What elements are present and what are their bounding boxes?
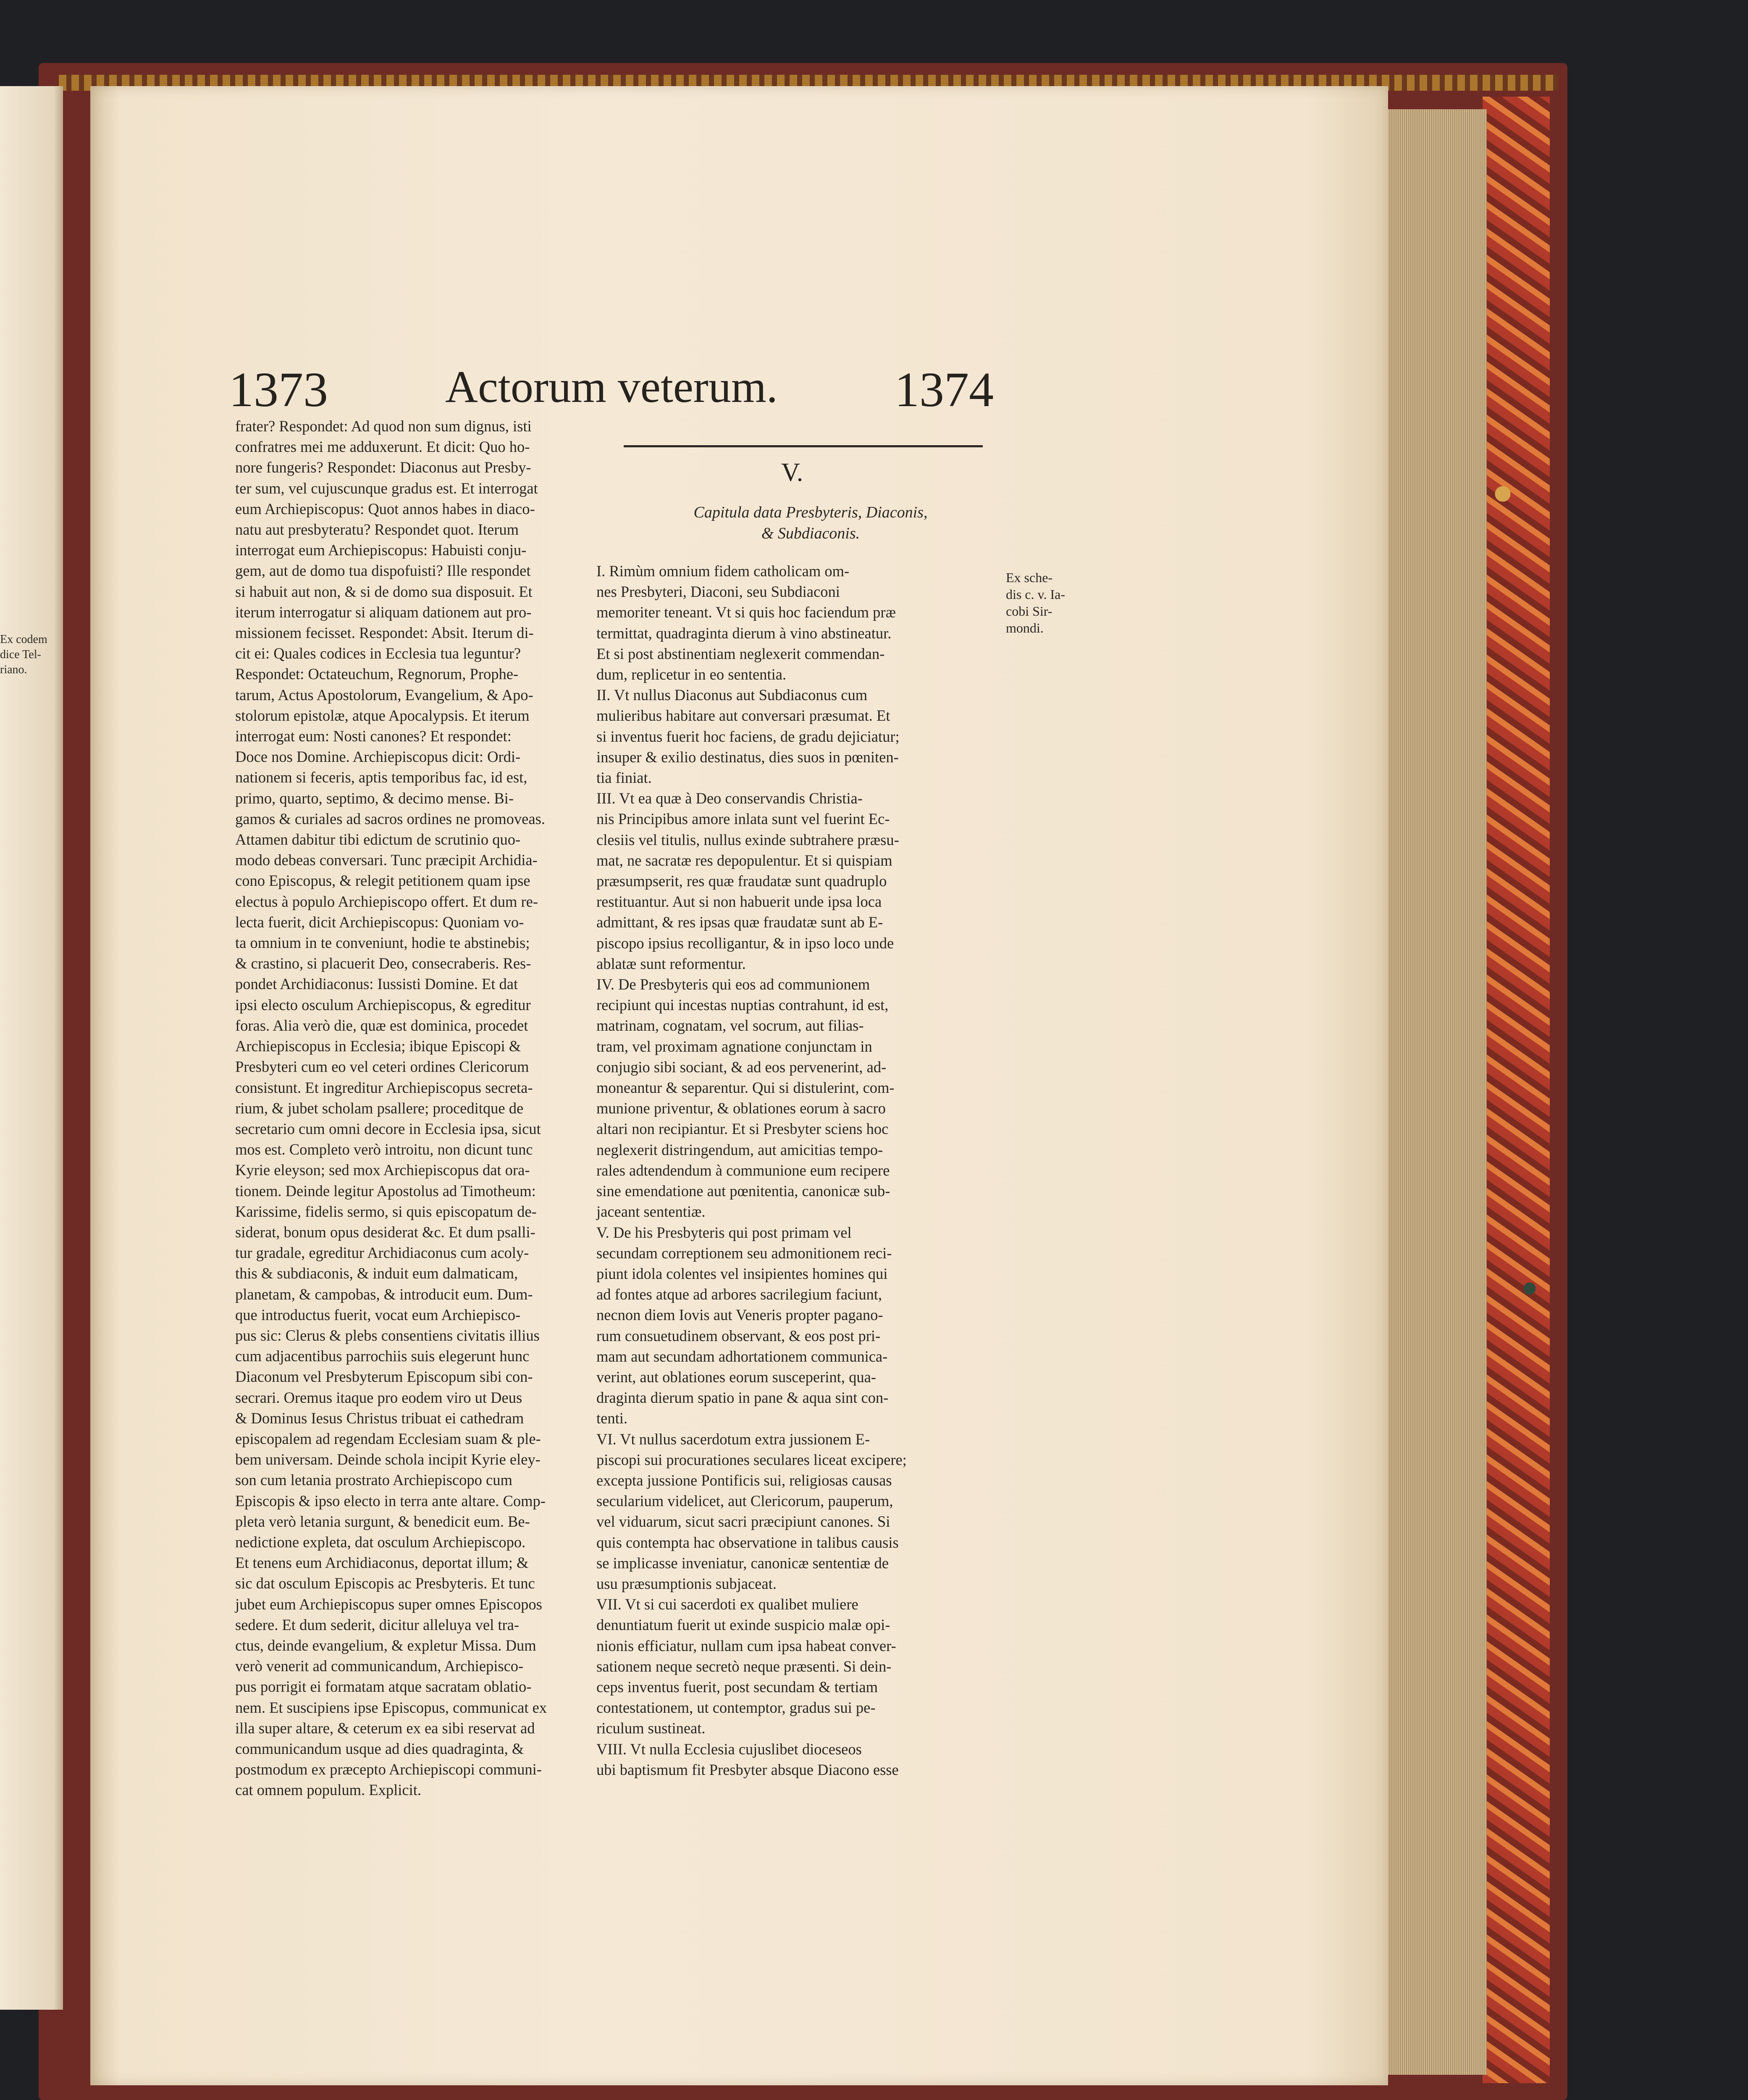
section-rule bbox=[624, 445, 983, 447]
text-line: modo debeas conversari. Tunc præcipit Archidia- bbox=[235, 851, 538, 869]
text-line: necnon diem Iovis aut Veneris propter pagano- bbox=[596, 1306, 883, 1324]
section-title bbox=[638, 502, 983, 544]
text-line: ctus, deinde evangelium, & expletur Missa. Dum bbox=[235, 1636, 536, 1654]
text-line: tenti. bbox=[596, 1410, 627, 1427]
page-number-right: 1374 bbox=[895, 362, 994, 417]
text-line: quis contempta hac observatione in talibus causis bbox=[596, 1533, 899, 1551]
text-line: præsumpserit, res quæ fraudatæ sunt quadruplo bbox=[596, 872, 887, 890]
text-line: nationem si feceris, aptis temporibus fac, id est, bbox=[235, 769, 528, 786]
text-line: tia finiat. bbox=[596, 769, 652, 787]
text-line: nem. Et suscipiens ipse Episcopus, communicat ex bbox=[235, 1698, 547, 1716]
text-line: Karissime, fidelis sermo, si quis episcopatum de- bbox=[235, 1202, 537, 1220]
text-line: consistunt. Et ingreditur Archiepiscopus secreta- bbox=[235, 1079, 533, 1096]
text-line: neglexerit distringendum, aut amicitias tempo- bbox=[596, 1141, 883, 1158]
text-line: rium, & jubet scholam psallere; proceditque de bbox=[235, 1099, 524, 1117]
text-line: sedere. Et dum sederit, dicitur alleluya vel tra- bbox=[235, 1616, 519, 1633]
text-line: piscopo ipsius recolligantur, & in ipso loco unde bbox=[596, 934, 894, 952]
page-number-left: 1373 bbox=[229, 362, 328, 417]
text-line: ceps inventus fuerit, post secundam & tertiam bbox=[596, 1678, 878, 1696]
running-head: Actorum veterum. bbox=[445, 362, 778, 412]
text-line: interrogat eum: Nosti canones? Et respondet: bbox=[235, 727, 512, 745]
text-line: eum Archiepiscopus: Quot annos habes in diaco- bbox=[235, 500, 535, 517]
left-text-column bbox=[235, 416, 609, 1801]
text-line: interrogat eum Archiepiscopus: Habuisti conju- bbox=[235, 541, 527, 559]
text-line: Respondet: Octateuchum, Regnorum, Prophe- bbox=[235, 665, 519, 683]
text-line: V. De his Presbyteris qui post primam vel bbox=[596, 1223, 852, 1241]
text-line: VIII. Vt nulla Ecclesia cujuslibet dioceseos bbox=[596, 1740, 862, 1758]
text-line: ta omnium in te conveniunt, hodie te abstinebis; bbox=[235, 934, 530, 952]
text-line: excepta jussione Pontificis sui, religiosas causas bbox=[596, 1471, 892, 1489]
text-line: natu aut presbyteratu? Respondet quot. Iterum bbox=[235, 521, 519, 538]
text-line: admittant, & res ipsas quæ fraudatæ sunt ab E- bbox=[596, 914, 883, 931]
text-line: Episcopis & ipso electo in terra ante altare. Comp- bbox=[235, 1492, 546, 1509]
text-line: conjugio sibi sociant, & ad eos pervenerint, ad- bbox=[596, 1058, 887, 1076]
text-line: Archiepiscopus in Ecclesia; ibique Episcopi & bbox=[235, 1037, 521, 1055]
text-line: nis Principibus amore inlata sunt vel fuerint Ec- bbox=[596, 810, 890, 828]
text-line: altari non recipiantur. Et si Presbyter sciens hoc bbox=[596, 1120, 889, 1138]
text-line: sine emendatione aut pœnitentia, canonicæ sub- bbox=[596, 1182, 890, 1200]
text-line: piunt idola colentes vel insipientes homines qui bbox=[596, 1265, 888, 1282]
right-margin-note: Ex sche- dis c. v. Ia- cobi Sir- mondi. bbox=[1006, 570, 1065, 635]
text-line: Diaconum vel Presbyterum Episcopum sibi con- bbox=[235, 1368, 533, 1386]
text-line: siderat, bonum opus desiderat &c. Et dum psalli- bbox=[235, 1223, 535, 1241]
text-line: nes Presbyteri, Diaconi, seu Subdiaconi bbox=[596, 583, 840, 601]
text-line: piscopi sui procurationes seculares liceat excipere; bbox=[596, 1451, 907, 1468]
text-line: vel viduarum, sicut sacri præcipiunt canones. Si bbox=[596, 1513, 890, 1530]
text-line: secretario cum omni decore in Ecclesia ipsa, sicut bbox=[235, 1120, 541, 1137]
text-line: restituantur. Aut si non habuerit unde ipsa loca bbox=[596, 893, 882, 911]
text-line: primo, quarto, septimo, & decimo mense. Bi- bbox=[235, 789, 514, 807]
text-line: ablatæ sunt reformentur. bbox=[596, 955, 746, 972]
text-line: pondet Archidiaconus: Iussisti Domine. Et dat bbox=[235, 975, 518, 993]
text-line: bem universam. Deinde schola incipit Kyrie eley- bbox=[235, 1451, 541, 1468]
text-line: Doce nos Domine. Archiepiscopus dicit: Ordi- bbox=[235, 748, 521, 766]
text-line: insuper & exilio destinatus, dies suos in pœniten- bbox=[596, 748, 899, 766]
text-line: cat omnem populum. Explicit. bbox=[235, 1781, 421, 1799]
text-line: confratres mei me adduxerunt. Et dicit: Quo ho- bbox=[235, 438, 530, 456]
text-line: cum adjacentibus parrochiis suis elegerunt hunc bbox=[235, 1347, 530, 1365]
text-line: nionis efficiatur, nullam cum ipsa habeat conver- bbox=[596, 1637, 896, 1654]
text-line: secundam correptionem seu admonitionem reci- bbox=[596, 1244, 892, 1262]
text-line: pus porrigit ei formatam atque sacratam oblatio- bbox=[235, 1678, 532, 1696]
text-line: que introductus fuerit, vocat eum Archiepisco- bbox=[235, 1306, 521, 1323]
text-line: mat, ne sacratæ res depopulentur. Et si quispiam bbox=[596, 851, 892, 869]
text-line: si habuit aut non, & si de domo sua disposuit. Et bbox=[235, 583, 533, 600]
right-text-column bbox=[596, 561, 983, 1780]
text-line: & crastino, si placuerit Deo, consecraberis. Res- bbox=[235, 955, 531, 972]
text-line: & Dominus Iesus Christus tribuat ei cathedram bbox=[235, 1409, 524, 1427]
text-line: rales adtendendum à communione eum recipere bbox=[596, 1161, 890, 1179]
text-line: nore fungeris? Respondet: Diaconus aut Presby- bbox=[235, 459, 531, 476]
text-line: foras. Alia verò die, quæ est dominica, procedet bbox=[235, 1016, 528, 1034]
text-line: secularium videlicet, aut Clericorum, pauperum, bbox=[596, 1492, 893, 1510]
text-line: tur gradale, egreditur Archidiaconus cum acoly- bbox=[235, 1244, 529, 1262]
text-line: verò venerit ad communicandum, Archiepisco- bbox=[235, 1657, 524, 1675]
section-title-line: Capitula data Presbyteris, Diaconis, bbox=[693, 504, 928, 521]
text-line: iterum interrogatur si aliquam dationem aut pro- bbox=[235, 603, 532, 621]
text-line: VI. Vt nullus sacerdotum extra jussionem E- bbox=[596, 1430, 870, 1448]
text-line: mam aut secundam adhortationem communica- bbox=[596, 1347, 888, 1365]
text-line: clesiis vel titulis, nullus exinde subtrahere præsu- bbox=[596, 831, 899, 848]
text-line: illa super altare, & ceterum ex ea sibi reservat ad bbox=[235, 1719, 535, 1737]
text-line: IV. De Presbyteris qui eos ad communionem bbox=[596, 976, 870, 993]
text-line: tram, vel proximam agnatione conjunctam in bbox=[596, 1037, 872, 1055]
text-line: sationem neque secretò neque præsenti. Si dein- bbox=[596, 1657, 892, 1675]
text-line: se implicasse inveniatur, canonicæ sententiæ de bbox=[596, 1554, 889, 1572]
text-line: son cum letania prostrato Archiepiscopo cum bbox=[235, 1471, 512, 1489]
text-line: denuntiatum fuerit ut exinde suspicio malæ opi- bbox=[596, 1616, 890, 1634]
text-line: VII. Vt si cui sacerdoti ex qualibet muliere bbox=[596, 1596, 858, 1613]
text-line: I. Rimùm omnium fidem catholicam om- bbox=[596, 562, 850, 580]
text-line: contestationem, ut contemptor, gradus sui pe- bbox=[596, 1699, 876, 1717]
text-line: termittat, quadraginta dierum à vino abstineatur. bbox=[596, 624, 892, 642]
text-line: munione priventur, & oblationes eorum à sacro bbox=[596, 1100, 886, 1117]
text-line: Attamen dabitur tibi edictum de scrutinio quo- bbox=[235, 831, 521, 848]
text-line: matrinam, cognatam, vel socrum, aut filias- bbox=[596, 1017, 864, 1034]
page-block-edges bbox=[1386, 109, 1487, 2075]
text-line: si inventus fuerit hoc faciens, de gradu dejiciatur; bbox=[596, 727, 900, 745]
text-line: pus sic: Clerus & plebs consentiens civitatis illius bbox=[235, 1326, 540, 1344]
text-line: verint, aut oblationes eorum susceperint, qua- bbox=[596, 1368, 876, 1386]
text-line: postmodum ex præcepto Archiepiscopi communi- bbox=[235, 1761, 542, 1778]
text-line: moneantur & separentur. Qui si distulerint, com- bbox=[596, 1079, 895, 1097]
text-line: secrari. Oremus itaque pro eodem viro ut Deus bbox=[235, 1389, 522, 1406]
text-line: gem, aut de domo tua dispofuisti? Ille respondet bbox=[235, 562, 531, 580]
text-line: Presbyteri cum eo vel ceteri ordines Clericorum bbox=[235, 1058, 529, 1076]
text-line: lecta fuerit, dicit Archiepiscopus: Quoniam vo- bbox=[235, 913, 524, 931]
text-line: gamos & curiales ad sacros ordines ne promoveas. bbox=[235, 810, 545, 827]
text-line: missionem fecisset. Respondet: Absit. Iterum di- bbox=[235, 624, 534, 642]
text-line: II. Vt nullus Diaconus aut Subdiaconus cum bbox=[596, 686, 868, 704]
text-line: riculum sustineat. bbox=[596, 1719, 706, 1737]
text-line: sic dat osculum Episcopis ac Presbyteris. Et tunc bbox=[235, 1575, 535, 1592]
left-margin-note: Ex codem dice Tel- riano. bbox=[0, 633, 47, 676]
text-line: ipsi electo osculum Archiepiscopus, & egreditur bbox=[235, 996, 531, 1013]
text-line: electus à populo Archiepiscopo offert. Et dum re- bbox=[235, 892, 538, 910]
text-line: frater? Respondet: Ad quod non sum dignus, isti bbox=[235, 417, 532, 435]
text-line: rum consuetudinem observant, & eos post pri- bbox=[596, 1327, 881, 1344]
text-line: this & subdiaconis, & induit eum dalmaticam, bbox=[235, 1265, 518, 1282]
text-line: tarum, Actus Apostolorum, Evangelium, & Apo- bbox=[235, 686, 533, 704]
text-line: stolorum epistolæ, atque Apocalypsis. Et iterum bbox=[235, 706, 530, 724]
text-line: ubi baptismum fit Presbyter absque Diacono esse bbox=[596, 1761, 899, 1778]
section-number: V. bbox=[781, 458, 803, 487]
text-line: III. Vt ea quæ à Deo conservandis Christia- bbox=[596, 790, 863, 807]
text-line: nedictione expleta, dat osculum Archiepiscopo. bbox=[235, 1533, 526, 1551]
text-line: memoriter teneant. Vt si quis hoc faciendum præ bbox=[596, 604, 896, 621]
text-line: mos est. Completo verò introitu, non dicunt tunc bbox=[235, 1141, 533, 1158]
text-line: draginta dierum spatio in pane & aqua sint con- bbox=[596, 1389, 889, 1407]
text-line: cono Episcopus, & relegit petitionem quam ipse bbox=[235, 872, 530, 890]
text-line: ter sum, vel cujuscunque gradus est. Et interrogat bbox=[235, 479, 538, 497]
text-line: Et tenens eum Archidiaconus, deportat illum; & bbox=[235, 1554, 529, 1572]
text-line: recipiunt qui incestas nuptias contrahunt, id est, bbox=[596, 996, 889, 1014]
text-line: planetam, & campobas, & introducit eum. Dum- bbox=[235, 1285, 533, 1303]
text-line: pleta verò letania surgunt, & benedicit eum. Be- bbox=[235, 1512, 530, 1530]
text-line: episcopalem ad regendam Ecclesiam suam & ple- bbox=[235, 1430, 541, 1447]
text-line: jubet eum Archiepiscopus super omnes Episcopos bbox=[235, 1595, 542, 1613]
text-line: dum, replicetur in eo sententia. bbox=[596, 666, 787, 683]
text-line: communicandum usque ad dies quadraginta, & bbox=[235, 1740, 524, 1757]
text-line: usu præsumptionis subjaceat. bbox=[596, 1575, 777, 1592]
marbled-endpaper bbox=[1483, 97, 1550, 2083]
text-line: Et si post abstinentiam neglexerit commendan- bbox=[596, 645, 885, 662]
text-line: tionem. Deinde legitur Apostolus ad Timotheum: bbox=[235, 1182, 536, 1200]
left-page-edge bbox=[0, 86, 63, 2010]
text-line: jaceant sententiæ. bbox=[596, 1203, 706, 1221]
section-title-line: & Subdiaconis. bbox=[761, 525, 860, 542]
text-line: cit ei: Quales codices in Ecclesia tua leguntur? bbox=[235, 645, 521, 662]
text-line: Kyrie eleyson; sed mox Archiepiscopus dat ora- bbox=[235, 1161, 530, 1179]
text-line: ad fontes atque ad arbores sacrilegium faciunt, bbox=[596, 1286, 882, 1303]
text-line: mulieribus habitare aut conversari præsumat. Et bbox=[596, 707, 890, 724]
